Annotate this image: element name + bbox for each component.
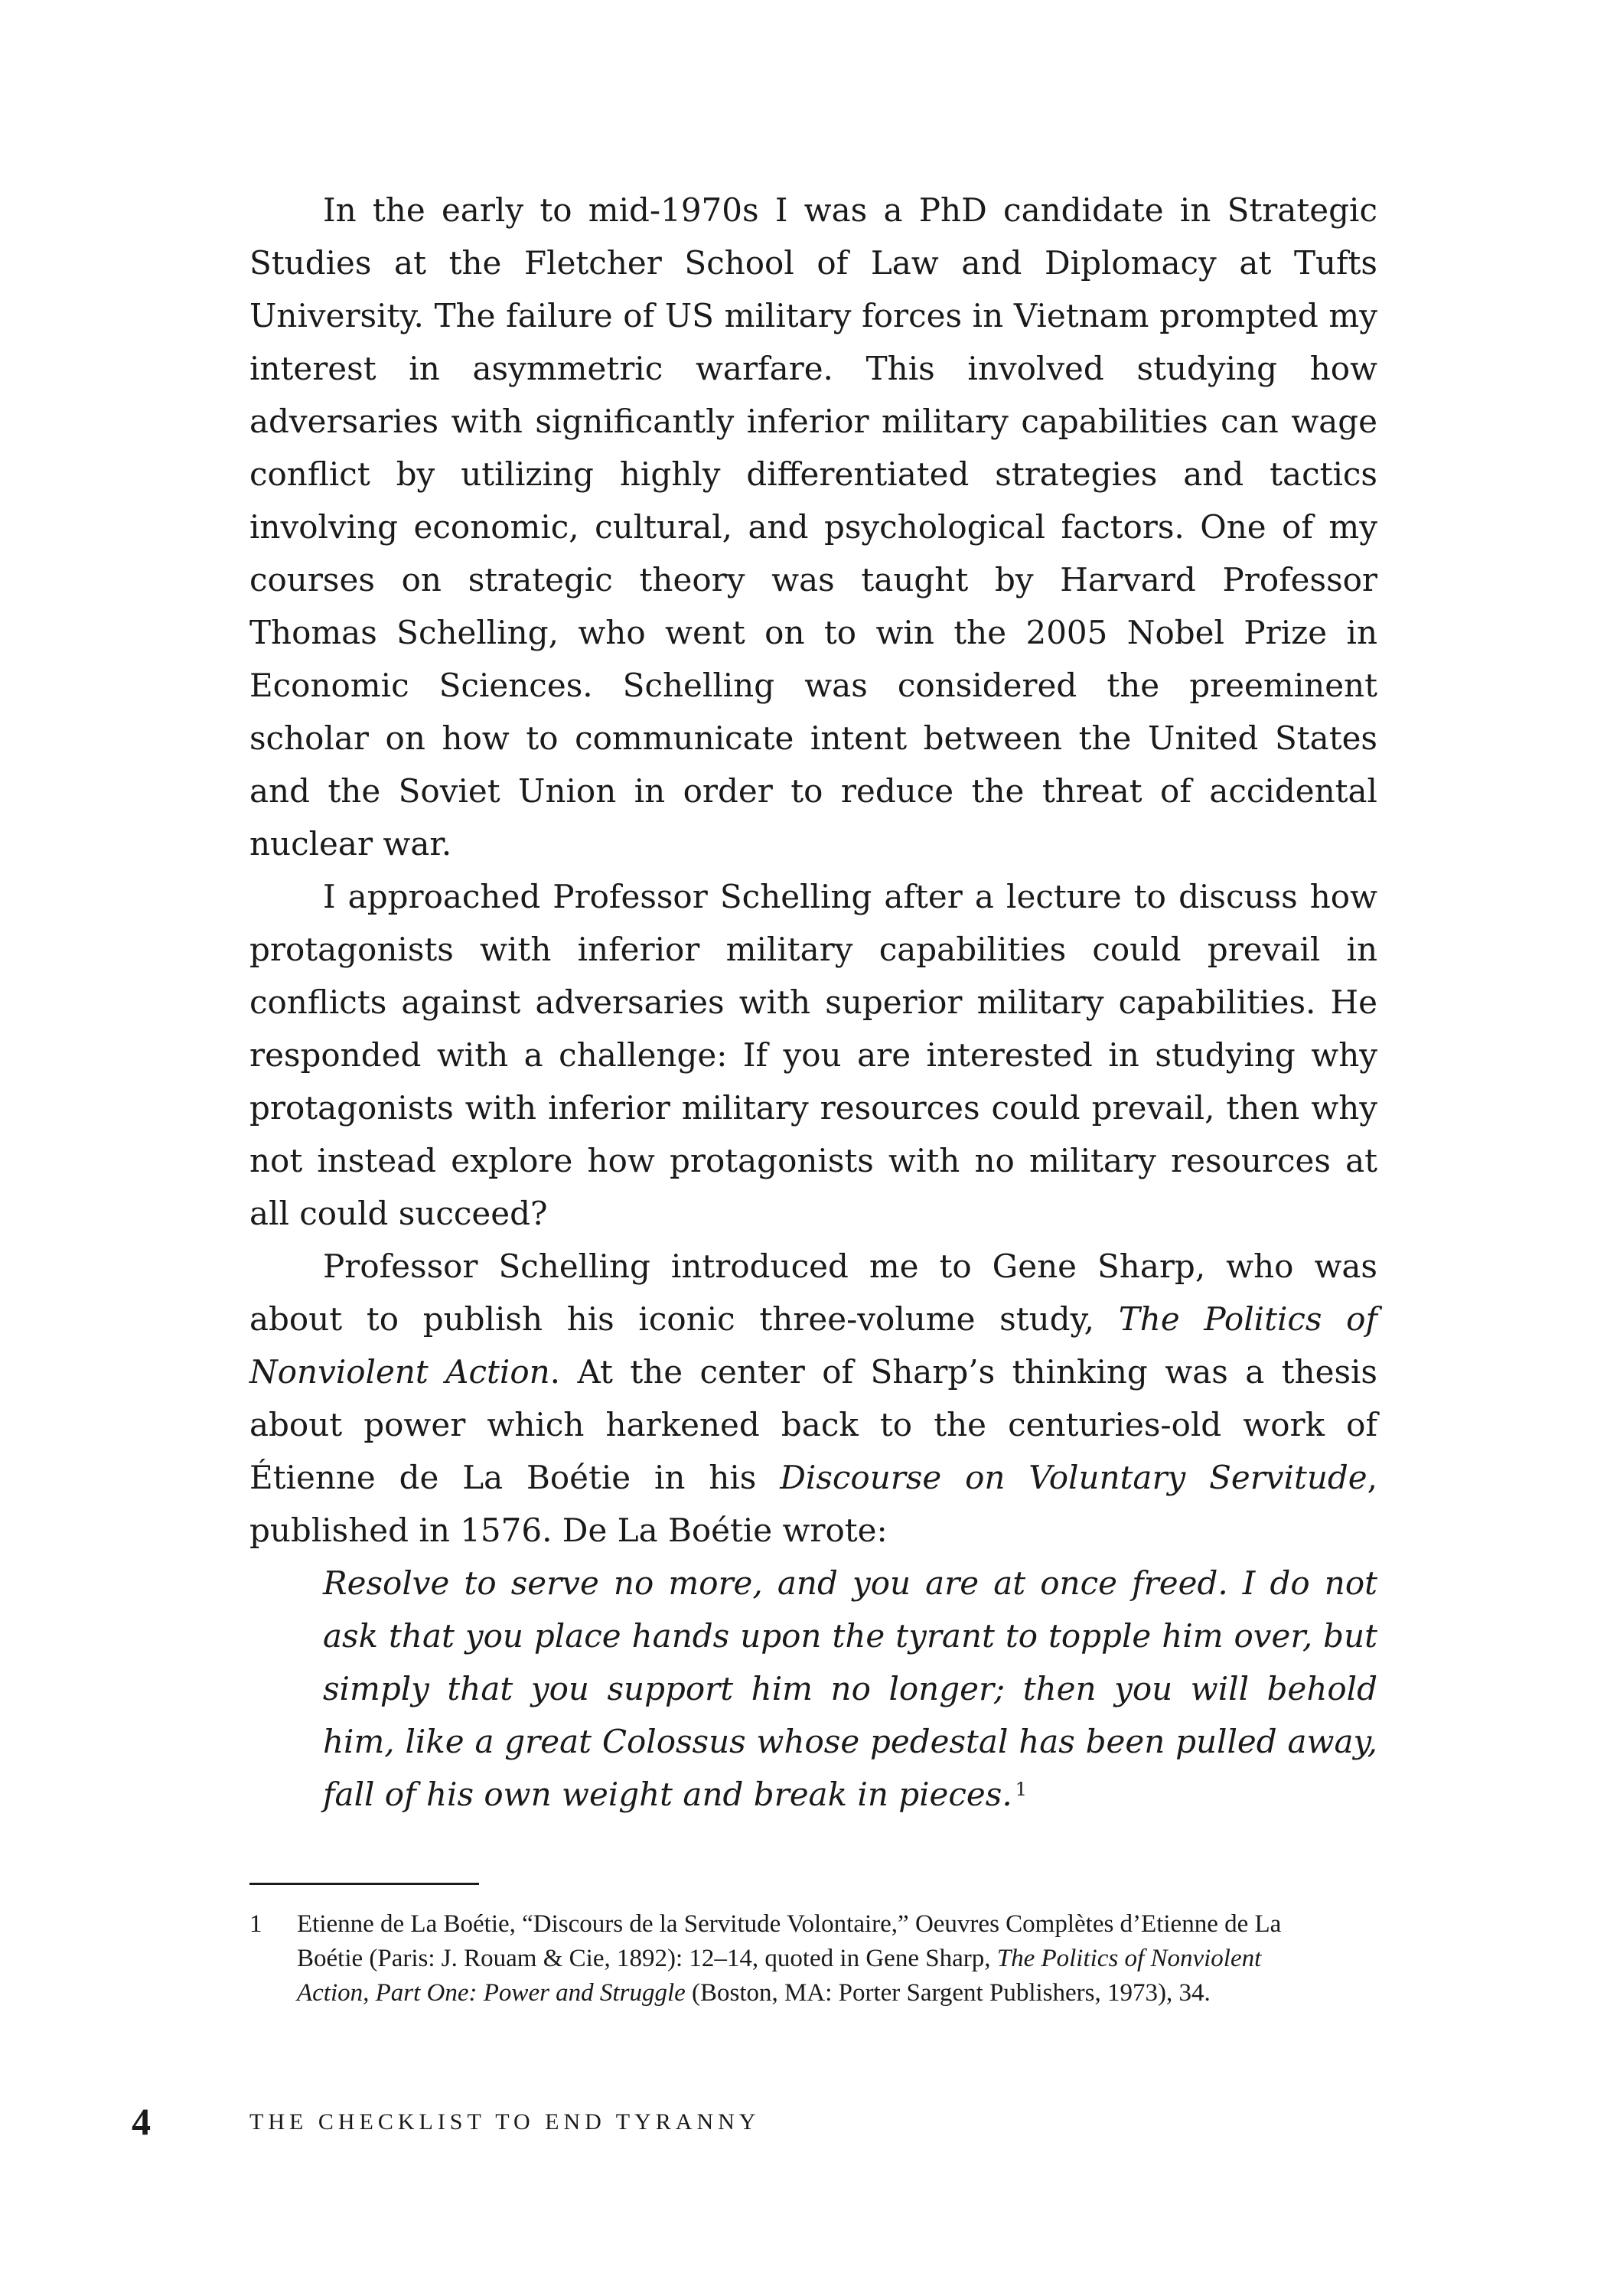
book-title-discourse: Discourse on Voluntary Servitude xyxy=(780,1459,1367,1496)
paragraph-3-text-a: Professor Schelling introduced me to Gene Sharp, who was about to publish his iconic three-volume study, xyxy=(249,1247,1377,1338)
footnote-reference[interactable]: 1 xyxy=(1015,1779,1027,1800)
running-head: THE CHECKLIST TO END TYRANNY xyxy=(249,2109,761,2135)
footnote-number: 1 xyxy=(249,1910,262,1938)
block-quote xyxy=(249,1557,1377,1821)
quote-text: Resolve to serve no more, and you are at once freed. I do not ask that you place hands upon the tyrant to topple him over, but simply that you support him no longer; then you will behold him, like a great Colossus whose pedestal has been pulled away, fall of his own weight and break in pieces. xyxy=(323,1564,1377,1813)
paragraph-2: I approached Professor Schelling after a lecture to discuss how protagonists with inferior military capabilities could prevail in conflicts against adversaries with superior military capabilities. He responded with a challenge: If you are interested in studying why protagonists with inferior military resources could prevail, then why not instead explore how protagonists with no military resources at all could succeed? xyxy=(249,878,1377,1232)
footnote-book-title: The Politics of Nonviolent Action, Part One: Power and Struggle xyxy=(297,1945,1262,2007)
footnote-divider xyxy=(249,1883,479,1885)
footnote xyxy=(249,1907,1377,2011)
footnote-text-a: Etienne de La Boétie, “Discours de la Servitude Volontaire,” Oeuvres Complètes d’Etienne de La Boétie (Paris: J. Rouam & Cie, 1892): 12–14, quoted in Gene Sharp, xyxy=(297,1910,1282,1972)
paragraph-3-text-c: , published in 1576. De La Boétie wrote: xyxy=(249,1459,1378,1549)
paragraph-3-text-b: . At the center of Sharp’s thinking was a thesis about power which harkened back to the centuries-old work of Étienne de La Boétie in his xyxy=(249,1353,1377,1496)
book-title-politics: The Politics of Nonviolent Action xyxy=(249,1300,1377,1391)
page-number: 4 xyxy=(132,2100,151,2143)
main-text xyxy=(249,184,1377,1821)
footnote-text xyxy=(297,1907,1377,2011)
paragraph-1: In the early to mid-1970s I was a PhD candidate in Strategic Studies at the Fletcher School of Law and Diplomacy at Tufts University. The failure of US military forces in Vietnam prompted my interest in asymmetric warfare. This involved studying how adversaries with significantly inferior military capabilities can wage conflict by utilizing highly differentiated strategies and tactics involving economic, cultural, and psychological factors. One of my courses on strategic theory was taught by Harvard Professor Thomas Schelling, who went on to win the 2005 Nobel Prize in Economic Sciences. Schelling was considered the preeminent scholar on how to communicate intent between the United States and the Soviet Union in order to reduce the threat of accidental nuclear war. xyxy=(249,191,1377,863)
paragraph-3 xyxy=(249,1240,1377,1557)
footnote-text-b: (Boston, MA: Porter Sargent Publishers, 1973), 34. xyxy=(685,1979,1211,2007)
